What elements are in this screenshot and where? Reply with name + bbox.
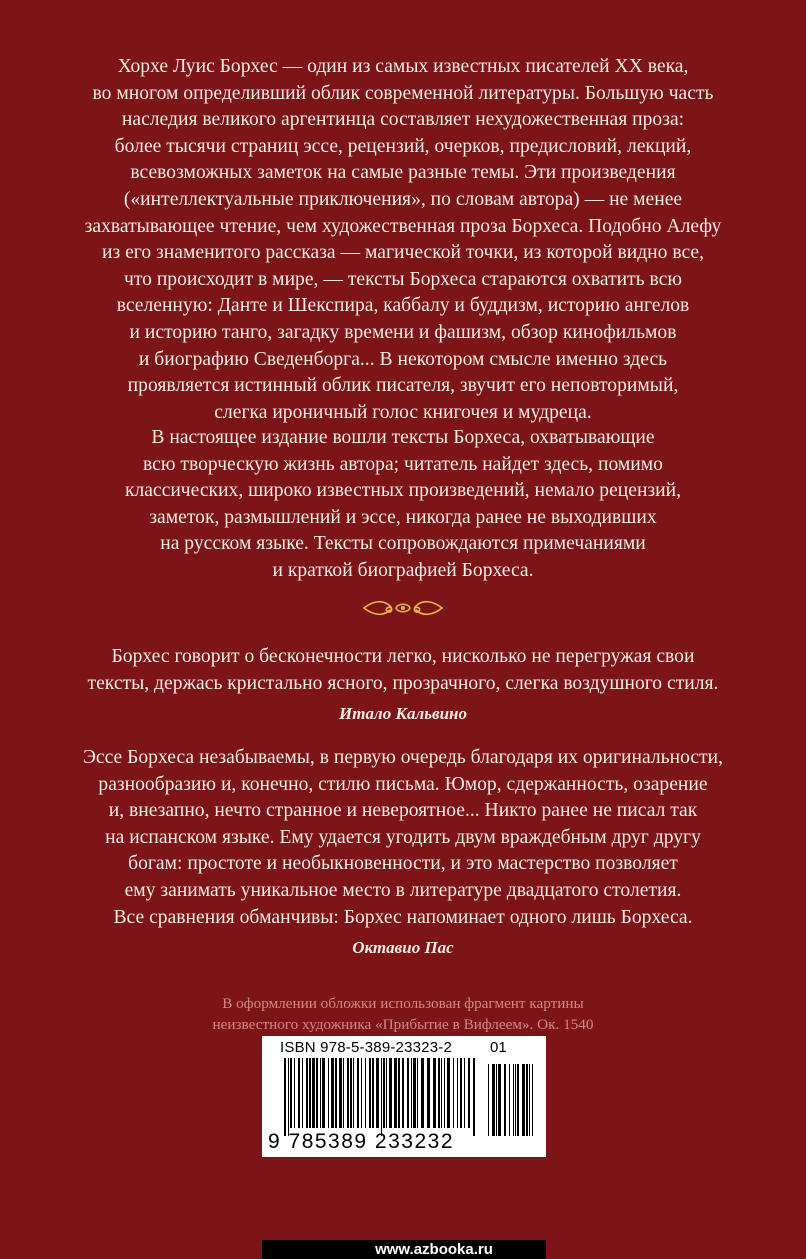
- description-paragraph-2: [40, 425, 766, 585]
- barcode-bar: [515, 1064, 516, 1136]
- text-line: слегка ироничный голос книгочея и мудреца.: [214, 401, 592, 423]
- quote-paz: [40, 745, 766, 959]
- barcode-bar: [389, 1058, 392, 1128]
- text-line: и краткой биографией Борхеса.: [272, 559, 534, 581]
- quote-line: на испанском языке. Ему удается угодить двум враждебным друг другу: [105, 826, 701, 848]
- barcode-bar: [309, 1058, 311, 1128]
- barcode-bar: [328, 1058, 329, 1128]
- barcode-bar: [413, 1058, 416, 1128]
- barcode-bar: [353, 1058, 354, 1128]
- text-line: захватывающее чтение, чем художественная проза Борхеса. Подобно Алефу: [84, 215, 722, 237]
- barcode-bar: [298, 1058, 300, 1128]
- quote-line: ему занимать уникальное место в литературе двадцатого столетия.: [124, 879, 682, 901]
- barcode-bar: [376, 1058, 379, 1128]
- text-line: что происходит в мире, — тексты Борхеса стараются охватить всю: [123, 268, 683, 290]
- barcode-bar: [473, 1058, 475, 1136]
- isbn-addon-label: 01: [490, 1039, 507, 1056]
- barcode-bar: [339, 1058, 342, 1128]
- barcode-bar: [453, 1058, 454, 1128]
- barcode-bar: [504, 1064, 506, 1136]
- barcode-bar: [411, 1058, 412, 1128]
- quote-author: Итало Кальвино: [339, 704, 467, 724]
- barcode-bar: [302, 1058, 303, 1128]
- barcode-bar: [498, 1064, 501, 1136]
- barcode-bar: [316, 1058, 318, 1128]
- description-paragraph-1: [40, 54, 766, 426]
- text-line: («интеллектуальные приключения», по словам автора) — не менее: [123, 188, 683, 210]
- barcode-bar: [526, 1064, 528, 1136]
- quote-line: Борхес говорит о бесконечности легко, нисколько не перегружая свои: [111, 646, 695, 667]
- text-line: из его знаменитого рассказа — магической точки, из которой видно все,: [101, 242, 705, 264]
- barcode-bar: [433, 1058, 436, 1128]
- barcode-bar: [365, 1058, 366, 1128]
- barcode-bar: [290, 1058, 292, 1128]
- barcode-bar: [417, 1058, 418, 1128]
- quote-line: богам: простоте и необыкновенности, и это мастерство позволяет: [128, 853, 678, 875]
- text-line: проявляется истинный облик писателя, звучит его неповторимый,: [127, 375, 679, 397]
- barcode-bar: [288, 1058, 289, 1136]
- barcode-bar: [284, 1058, 286, 1136]
- barcode-bar: [441, 1058, 442, 1128]
- barcode-bar: [496, 1064, 497, 1136]
- barcode-bar: [381, 1058, 382, 1136]
- barcode-bar: [294, 1058, 295, 1128]
- text-line: на русском языке. Тексты сопровождаются примечаниями: [160, 533, 646, 555]
- quote-calvino: [40, 644, 766, 725]
- barcode-bar: [447, 1058, 450, 1128]
- barcode-bar: [509, 1064, 510, 1136]
- barcode-bar: [402, 1058, 404, 1128]
- barcode-bar: [460, 1058, 462, 1128]
- ean-digits: 9 785389 233232: [268, 1130, 454, 1153]
- barcode-bar: [347, 1058, 349, 1128]
- credits-line: В оформлении обложки использован фрагмент картины: [222, 995, 584, 1012]
- barcode-bar: [335, 1058, 337, 1128]
- quote-author: Октавио Пас: [352, 938, 454, 958]
- flourish-ornament-icon: [360, 596, 446, 620]
- text-line: всевозможных заметок на самые разные темы. Эти произведения: [130, 162, 676, 184]
- barcode-bar: [407, 1058, 409, 1128]
- barcode-bar: [529, 1064, 530, 1136]
- quote-line: разнообразию и, конечно, стилю письма. Юмор, сдержанность, озарение: [98, 773, 708, 795]
- quote-line: тексты, держась кристально ясного, прозрачного, слегка воздушного стиля.: [87, 672, 719, 694]
- barcode-bar: [517, 1064, 519, 1136]
- text-line: во многом определивший облик современной литературы. Большую часть: [92, 82, 714, 104]
- quote-line: Все сравнения обманчивы: Борхес напоминает одного лишь Борхеса.: [113, 906, 693, 928]
- barcode-bar: [320, 1058, 321, 1128]
- publisher-website: www.azbooka.ru: [262, 1240, 546, 1259]
- barcode-bar: [398, 1058, 400, 1128]
- text-line: и биографию Сведенборга... В некотором смысле именно здесь: [138, 348, 668, 370]
- barcode-bar: [350, 1058, 352, 1128]
- text-line: В настоящее издание вошли тексты Борхеса, охватывающие: [151, 427, 655, 448]
- barcode-bar: [444, 1058, 445, 1128]
- text-line: всю творческую жизнь автора; читатель найдет здесь, помимо: [143, 453, 663, 475]
- barcode-bar: [468, 1058, 470, 1128]
- barcode-bar: [464, 1058, 465, 1128]
- cover-credits: [40, 993, 766, 1035]
- barcode-bar: [343, 1058, 344, 1128]
- text-line: и историю танго, загадку времени и фашизм, обзор кинофильмов: [129, 321, 677, 343]
- barcode-bar: [438, 1058, 440, 1128]
- barcode-bar: [457, 1058, 458, 1128]
- barcode-bar: [427, 1058, 430, 1128]
- barcode-bar: [312, 1058, 315, 1128]
- barcode-bar: [369, 1058, 371, 1128]
- credits-line: неизвестного художника «Прибытие в Вифлеем». Ок. 1540: [212, 1016, 594, 1033]
- barcode-bar: [372, 1058, 374, 1128]
- barcode-bar: [532, 1064, 533, 1136]
- barcode-bar: [386, 1058, 387, 1128]
- barcode-bar: [513, 1064, 514, 1136]
- quote-line: и, внезапно, нечто странное и невероятное... Никто ранее не писал так: [108, 800, 698, 822]
- barcode-bar: [488, 1064, 489, 1136]
- text-line: более тысячи страниц эссе, рецензий, очерков, предисловий, лекций,: [114, 135, 692, 157]
- barcode-bar: [492, 1064, 495, 1136]
- text-line: наследия великого аргентинца составляет нехудожественная проза:: [121, 109, 685, 131]
- barcode-bar: [322, 1058, 325, 1128]
- text-line: классических, широко известных произведений, немало рецензий,: [124, 480, 682, 502]
- publisher-website-bar: [262, 1138, 546, 1258]
- barcode-bar: [306, 1058, 308, 1128]
- barcode-bar: [522, 1064, 525, 1136]
- barcode-bar: [394, 1058, 397, 1128]
- barcode-bar: [383, 1058, 385, 1128]
- quote-line: Эссе Борхеса незабываемы, в первую очередь благодаря их оригинальности,: [82, 747, 724, 768]
- barcode-bars: [262, 1036, 546, 1138]
- text-line: заметок, размышлений и эссе, никогда ранее не выходивших: [149, 506, 657, 528]
- barcode-bar: [361, 1058, 362, 1128]
- barcode-bar: [331, 1058, 334, 1128]
- text-line: Хорхе Луис Борхес — один из самых известных писателей XX века,: [117, 56, 689, 77]
- text-line: вселенную: Данте и Шекспира, каббалу и буддизм, историю ангелов: [116, 295, 690, 317]
- isbn-label: ISBN 978-5-389-23323-2: [280, 1039, 453, 1056]
- barcode-bar: [357, 1058, 359, 1128]
- barcode-bar: [421, 1058, 424, 1128]
